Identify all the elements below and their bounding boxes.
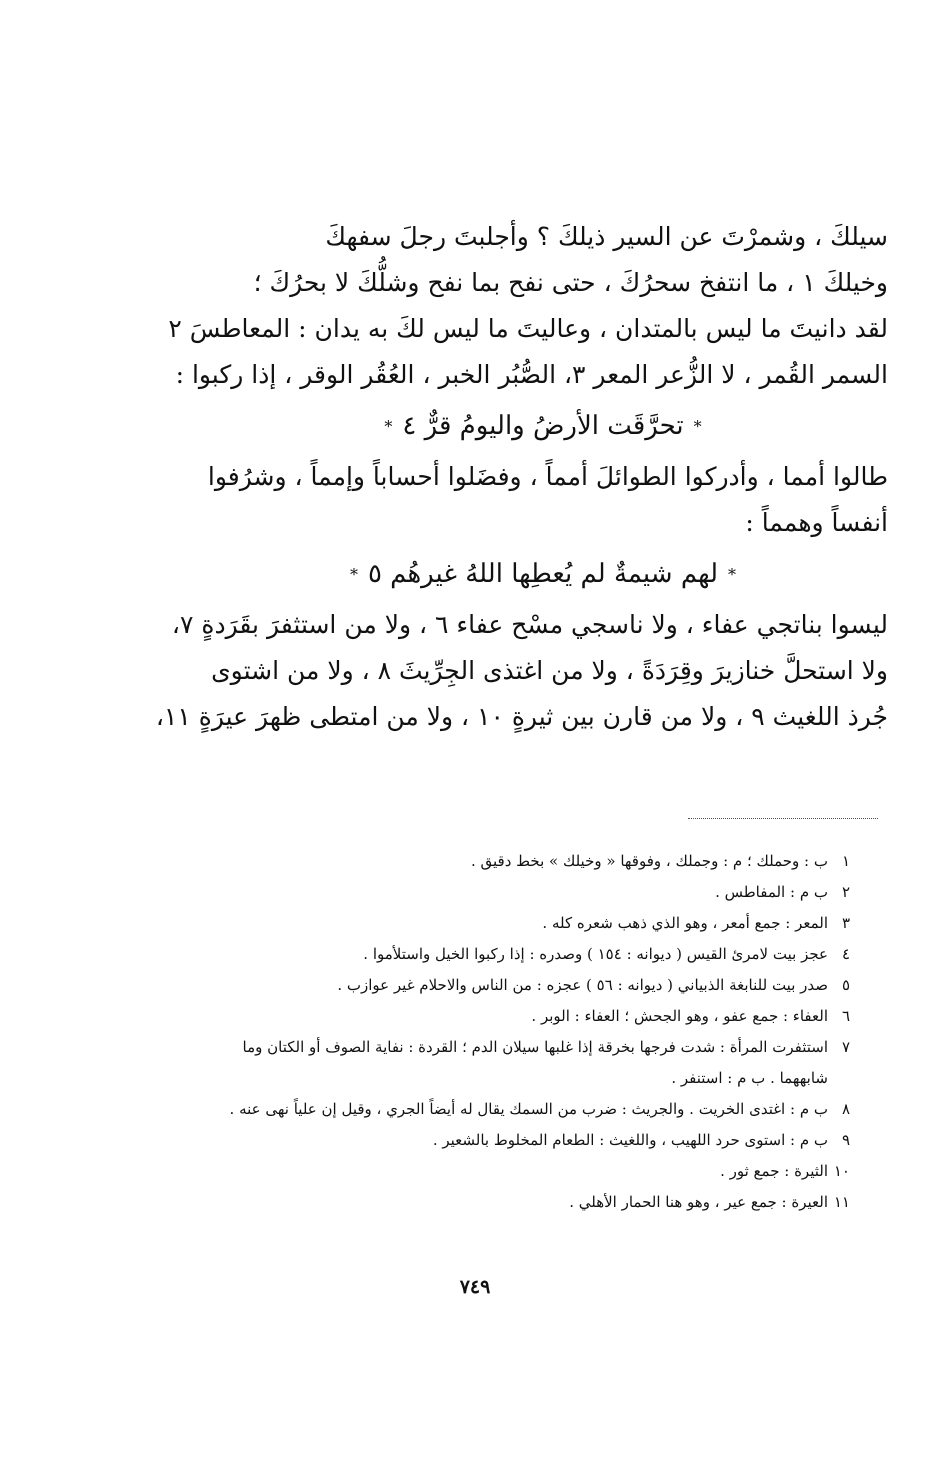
footnote-text: المعر : جمع أمعر ، وهو الذي ذهب شعره كله . (542, 914, 828, 932)
verse-line (198, 546, 888, 602)
footnote (200, 939, 850, 970)
text-line: لقد دانيتَ ما ليس بالمتدان ، وعاليتَ ما ليس لكَ به يدان : المعاطسَ ٢ (168, 314, 888, 343)
footnote-separator (688, 818, 878, 819)
star-ornament: * (728, 565, 737, 584)
text-line: السمر القُمر ، لا الزُّعر المعر ٣، الصُّبُر الخبر ، العُقُر الوقر ، إذا ركبوا : (175, 360, 888, 389)
footnote (200, 1094, 850, 1125)
footnote (200, 877, 850, 908)
footnote-number: ٦ (841, 1007, 850, 1025)
verse-line (198, 398, 888, 454)
verse-text: لهم شيمةٌ لم يُعطِها اللهُ غيرهُم ٥ (367, 559, 719, 589)
page-number: ٧٤٩ (459, 1276, 491, 1298)
footnote-number: ٨ (841, 1100, 850, 1118)
footnote-number: ٧ (841, 1038, 850, 1056)
footnote (200, 1125, 850, 1156)
main-text (155, 214, 888, 740)
footnote-text: ب م : استوى حرد اللهيب ، واللغيث : الطعام المخلوط بالشعير . (432, 1131, 828, 1149)
footnote (200, 846, 850, 877)
footnote-text: ب م : المفاطس . (715, 883, 828, 901)
footnote-text: ب : وحملك ؛ م : وجملك ، وفوقها « وخيلك » بخط دقيق . (470, 852, 828, 870)
footnote-number: ٤ (841, 945, 850, 963)
text-line: أنفساً وهمماً : (745, 508, 888, 537)
footnote-text: العيرة : جمع عير ، وهو هنا الحمار الأهلي . (569, 1193, 828, 1211)
text-line: جُرذ اللغيث ٩ ، ولا من قارن بين ثيرةٍ ١٠ ، ولا من امتطى ظهرَ عيرَةٍ ١١، (155, 702, 888, 731)
footnote-text: عجز بيت لامرئ القيس ( ديوانه : ١٥٤ ) وصدره : إذا ركبوا الخيل واستلأموا . (363, 945, 828, 963)
footnote-number: ١ (841, 852, 850, 870)
footnote-text: ب م : اغتدى الخريت . والجريث : ضرب من السمك يقال له أيضاً الجري ، وقيل إن علياً نهى عنه . (229, 1100, 828, 1118)
footnote-number: ٩ (841, 1131, 850, 1149)
footnote (200, 1187, 850, 1218)
text-line: سيلكَ ، وشمرْتَ عن السير ذيلكَ ؟ وأجلبتَ رجلَ سفهكَ (325, 222, 888, 251)
footnote (200, 1001, 850, 1032)
footnote-number: ٢ (841, 883, 850, 901)
star-ornament: * (693, 417, 702, 436)
footnote-text: صدر بيت للنابغة الذبياني ( ديوانه : ٥٦ ) عجزه : من الناس والاحلام غير عوازب . (337, 976, 828, 994)
footnote-text: استثفرت المرأة : شدت فرجها بخرقة إذا غلبها سيلان الدم ؛ القردة : نفاية الصوف أو الكتان وما شابههما . ب م : استنفر . (242, 1038, 828, 1087)
text-line: طالوا أمما ، وأدركوا الطوائلَ أمماً ، وفضَلوا أحساباً وإمماً ، وشرُفوا (207, 462, 888, 491)
text-line: ولا استحلَّ خنازيرَ وقِرَدَةً ، ولا من اغتذى الجِرِّيثَ ٨ ، ولا من اشتوى (211, 656, 888, 685)
footnote-number: ٥ (841, 976, 850, 994)
footnote-number: ٣ (841, 914, 850, 932)
star-ornament: * (384, 417, 393, 436)
footnote (200, 970, 850, 1001)
text-line: وخيلكَ ١ ، ما انتفخ سحرُكَ ، حتى نفح بما نفح وشلُّكَ لا بحرُكَ ؛ (253, 268, 888, 297)
text-line: ليسوا بناتجي عفاء ، ولا ناسجي مسْح عفاء ٦ ، ولا من استثفرَ بقَرَدةٍ ٧، (171, 610, 888, 639)
footnote-text: الثيرة : جمع ثور . (720, 1162, 828, 1180)
footnote (200, 1156, 850, 1187)
footnotes (200, 846, 850, 1218)
star-ornament: * (349, 565, 358, 584)
footnote-number: ١١ (833, 1193, 850, 1211)
footnote (200, 908, 850, 939)
footnote-text: العفاء : جمع عفو ، وهو الجحش ؛ العفاء : الوبر . (531, 1007, 828, 1025)
footnote (200, 1032, 850, 1094)
verse-text: تحرَّقَت الأرضُ واليومُ قرٌّ ٤ (402, 411, 684, 441)
footnote-number: ١٠ (833, 1162, 850, 1180)
